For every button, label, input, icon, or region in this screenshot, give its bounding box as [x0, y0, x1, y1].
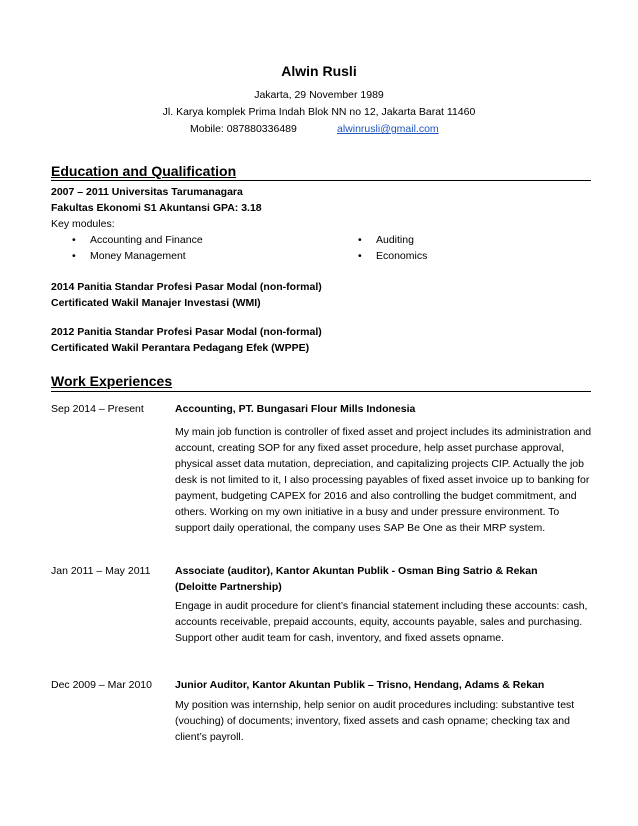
- email-link[interactable]: alwinrusli@gmail.com: [337, 123, 439, 135]
- job-title: Accounting, PT. Bungasari Flour Mills Indonesia: [175, 403, 416, 415]
- bullet-icon: •: [72, 250, 76, 262]
- key-modules-label: Key modules:: [51, 218, 115, 230]
- bullet-icon: •: [358, 234, 362, 246]
- modules-right-list: [352, 232, 427, 264]
- mobile-number: Mobile: 087880336489: [190, 123, 297, 135]
- job-title-subline: (Deloitte Partnership): [175, 581, 282, 593]
- section-divider: [51, 391, 591, 392]
- job-description: My position was internship, help senior on audit procedures including: substantive test (vouching) of documents; inventory, fixed assets and cash opname; checking tax and client’s payroll.: [175, 699, 575, 743]
- education-degree: Fakultas Ekonomi S1 Akuntansi GPA: 3.18: [51, 202, 262, 214]
- candidate-name: Alwin Rusli: [281, 63, 357, 79]
- job-period: Jan 2011 – May 2011: [51, 565, 151, 577]
- birth-info: Jakarta, 29 November 1989: [254, 89, 384, 101]
- job-title: Junior Auditor, Kantor Akuntan Publik – Trisno, Hendang, Adams & Rekan: [175, 679, 545, 691]
- list-item: • Money Management: [72, 250, 186, 262]
- education-university: 2007 – 2011 Universitas Tarumanagara: [51, 186, 243, 198]
- modules-left-list: [66, 232, 203, 264]
- job-description: Engage in audit procedure for client’s financial statement including these accounts: cash, accounts receivable, prepaid accounts, equity, accounts payable, sales and purchasing. Support other audit team for cash, inventory, and fixed assets opname.: [175, 600, 588, 644]
- certification-wppe-org: 2012 Panitia Standar Profesi Pasar Modal (non-formal): [51, 326, 322, 338]
- bullet-icon: •: [72, 234, 76, 246]
- certification-wmi: Certificated Wakil Manajer Investasi (WMI): [51, 297, 261, 309]
- list-item: • Accounting and Finance: [72, 234, 203, 246]
- bullet-icon: •: [358, 250, 362, 262]
- section-divider: [51, 180, 591, 181]
- address: Jl. Karya komplek Prima Indah Blok NN no 12, Jakarta Barat 11460: [162, 106, 476, 118]
- certification-wmi-org: 2014 Panitia Standar Profesi Pasar Modal (non-formal): [51, 281, 322, 293]
- certification-wppe: Certificated Wakil Perantara Pedagang Efek (WPPE): [51, 342, 310, 354]
- list-item: • Auditing: [358, 234, 414, 246]
- list-item: • Economics: [358, 250, 428, 262]
- education-section-title: Education and Qualification: [51, 163, 237, 179]
- job-period: Dec 2009 – Mar 2010: [51, 679, 152, 691]
- job-period: Sep 2014 – Present: [51, 403, 144, 415]
- work-section-title: Work Experiences: [51, 373, 173, 389]
- job-description: My main job function is controller of fixed asset and project includes its administration and account, creating SOP for any fixed asset procedure, help asset purchase approval, physical asset data mutation, depreciation, and capitalizing projects CIP. Actually the job desk is not limited to it, I also processing payables of fixed asset invoice up to banking for payment, budgeting CAPEX for 2016 and also controlling the budget commitment, and others. Working on my own initiative in a busy and under pressure environment. To support daily operational, the company uses SAP Be One as their MRP system.: [175, 426, 592, 534]
- job-title: Associate (auditor), Kantor Akuntan Publik - Osman Bing Satrio & Rekan: [175, 565, 538, 577]
